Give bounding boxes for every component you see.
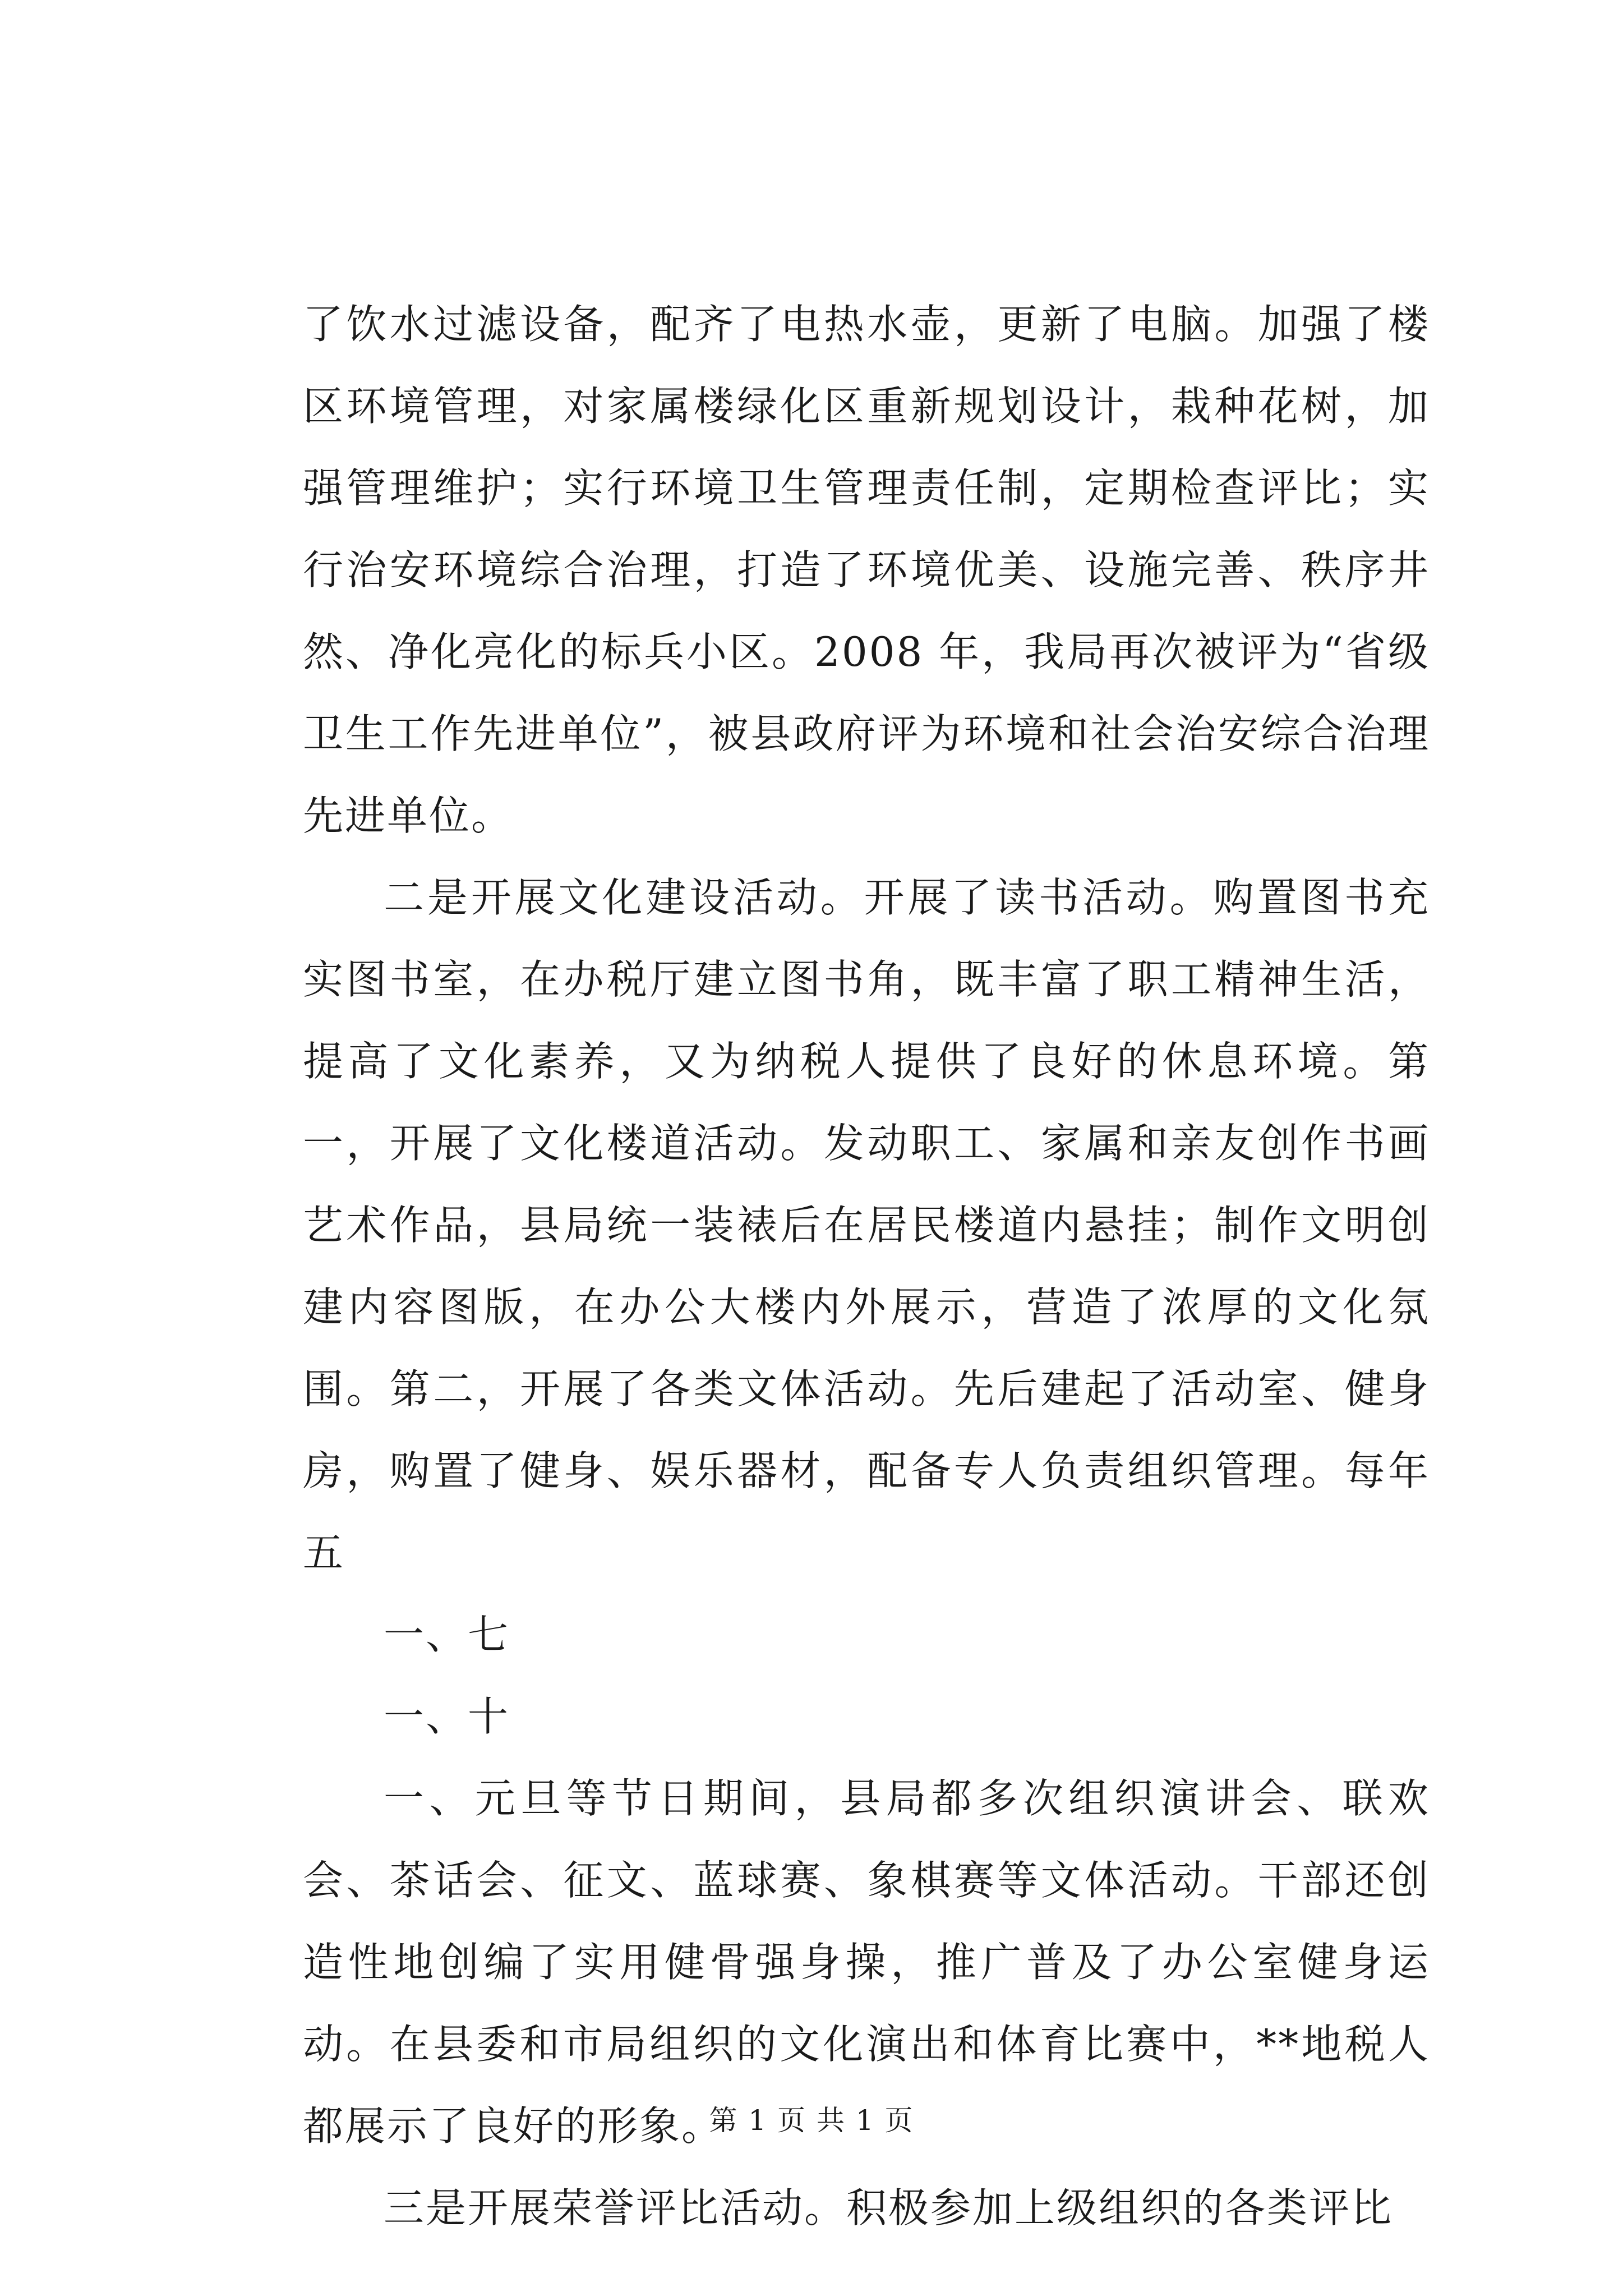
paragraph-1: 了饮水过滤设备，配齐了电热水壶，更新了电脑。加强了楼区环境管理，对家属楼绿化区重新规划设计，栽种花树，加强管理维护；实行环境卫生管理责任制，定期检查评比；实行治安环境综合治理，打造了环境优美、设施完善、秩序井然、净化亮化的标兵小区。2008 年，我局再次被评为“省级卫生工作先进单位”，被县政府评为环境和社会治安综合治理先进单位。 — [303, 301, 1430, 839]
paragraph-3: 一、七 — [384, 1611, 510, 1658]
page-footer: 第 1 页 共 1 页 — [709, 2104, 914, 2137]
paragraph-2: 二是开展文化建设活动。开展了读书活动。购置图书充实图书室，在办税厅建立图书角，既丰富了职工精神生活，提高了文化素养，又为纳税人提供了良好的休息环境。第一，开展了文化楼道活动。发动职工、家属和亲友创作书画艺术作品，县局统一装裱后在居民楼道内悬挂；制作文明创建内容图版，在办公大楼内外展示，营造了浓厚的文化氛围。第二，开展了各类文体活动。先后建起了活动室、健身房，购置了健身、娱乐器材，配备专人负责组织管理。每年五 — [303, 874, 1430, 1576]
paragraph-6: 三是开展荣誉评比活动。积极参加上级组织的各类评比 — [384, 2184, 1394, 2231]
paragraph-4: 一、十 — [384, 1693, 510, 1740]
document-body — [303, 283, 1430, 2249]
paragraph-5: 一、元旦等节日期间，县局都多次组织演讲会、联欢会、茶话会、征文、蓝球赛、象棋赛等文体活动。干部还创造性地创编了实用健骨强身操，推广普及了办公室健身运动。在县委和市局组织的文化演出和体育比赛中，**地税人都展示了良好的形象。 — [303, 1775, 1430, 2150]
